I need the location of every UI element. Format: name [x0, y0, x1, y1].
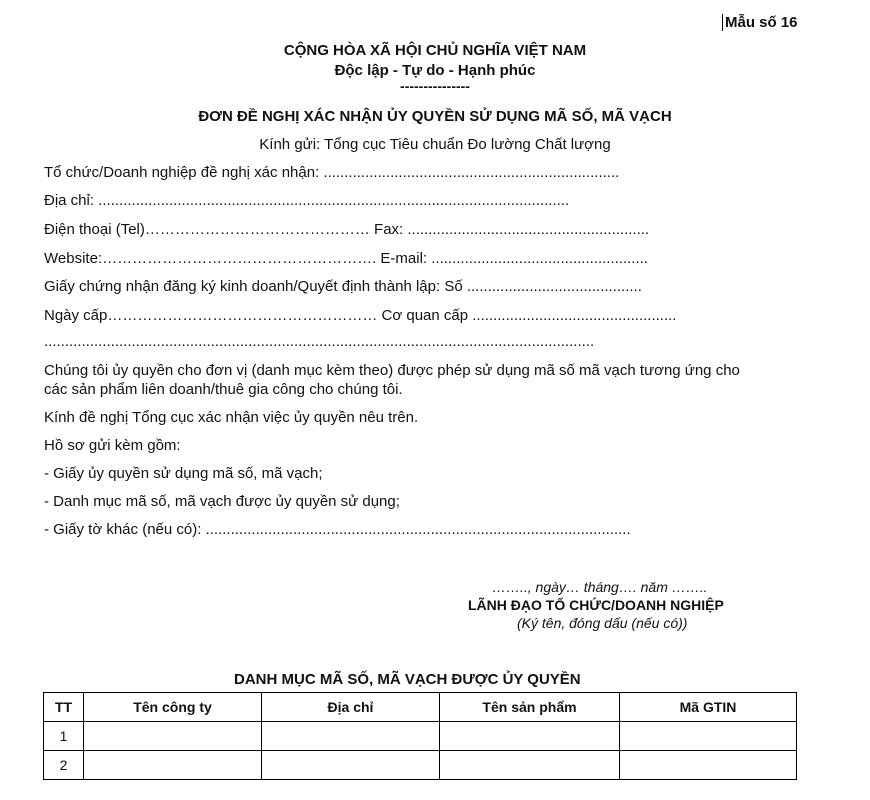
catalog-table: [43, 692, 797, 780]
cell-product: [440, 751, 620, 780]
table-row: [44, 722, 797, 751]
attachment-item: - Giấy ủy quyền sử dụng mã số, mã vạch;: [44, 465, 323, 482]
table-row: [44, 751, 797, 780]
cell-gtin: [620, 751, 797, 780]
website-email-field: Website:………………………………………………. E-mail: ....................................................: [44, 250, 648, 267]
attachment-item: - Giấy tờ khác (nếu có): ......................................................................................................: [44, 521, 631, 538]
document-title: ĐƠN ĐỀ NGHỊ XÁC NHẬN ỦY QUYỀN SỬ DỤNG MÃ SỐ, MÃ VẠCH: [198, 108, 672, 125]
cell-product: [440, 722, 620, 751]
header-divider: ---------------: [400, 78, 470, 94]
authorization-paragraph-line1: Chúng tôi ủy quyền cho đơn vị (danh mục kèm theo) được phép sử dụng mã số mã vạch tương ứng cho: [44, 362, 740, 379]
cell-company: [84, 751, 262, 780]
column-header-address: Địa chỉ: [262, 693, 440, 722]
catalog-title: DANH MỤC MÃ SỐ, MÃ VẠCH ĐƯỢC ỦY QUYỀN: [234, 671, 581, 688]
cell-company: [84, 722, 262, 751]
form-number: Mẫu số 16: [722, 14, 798, 31]
recipient-line: Kính gửi: Tổng cục Tiêu chuẩn Đo lường Chất lượng: [259, 136, 611, 153]
motto: Độc lập - Tự do - Hạnh phúc: [334, 62, 536, 79]
nation-heading: CỘNG HÒA XÃ HỘI CHỦ NGHĨA VIỆT NAM: [283, 42, 587, 59]
signature-date: …….., ngày… tháng…. năm ……..: [492, 579, 708, 595]
license-field: Giấy chứng nhận đăng ký kinh doanh/Quyết định thành lập: Số ..........................................: [44, 278, 642, 295]
org-field: Tổ chức/Doanh nghiệp đề nghị xác nhận: .......................................................................: [44, 164, 620, 181]
column-header-product: Tên sản phẩm: [440, 693, 620, 722]
phone-fax-field: Điện thoại (Tel)……………………………………… Fax: ..........................................................: [44, 221, 650, 238]
catalog-header-row: [44, 693, 797, 722]
signature-role: LÃNH ĐẠO TỔ CHỨC/DOANH NGHIỆP: [468, 597, 724, 613]
row-number: 2: [44, 751, 84, 780]
authorization-paragraph-line2: các sản phẩm liên doanh/thuê gia công cho chúng tôi.: [44, 381, 403, 398]
cell-address: [262, 751, 440, 780]
issue-date-agency-field: Ngày cấp……………………………………………… Cơ quan cấp .................................................: [44, 307, 677, 324]
request-line: Kính đề nghị Tổng cục xác nhận việc ủy quyền nêu trên.: [44, 409, 419, 426]
cell-address: [262, 722, 440, 751]
cell-gtin: [620, 722, 797, 751]
column-header-company: Tên công ty: [84, 693, 262, 722]
column-header-tt: TT: [44, 693, 84, 722]
extra-dotted-line: ....................................................................................................................................: [44, 333, 595, 350]
attachment-item: - Danh mục mã số, mã vạch được ủy quyền sử dụng;: [44, 493, 400, 510]
signature-note: (Ký tên, đóng dấu (nếu có)): [517, 615, 688, 631]
column-header-gtin: Mã GTIN: [620, 693, 797, 722]
address-field: Địa chỉ: .................................................................................................................: [44, 192, 570, 209]
attachments-heading: Hồ sơ gửi kèm gồm:: [44, 437, 181, 454]
row-number: 1: [44, 722, 84, 751]
